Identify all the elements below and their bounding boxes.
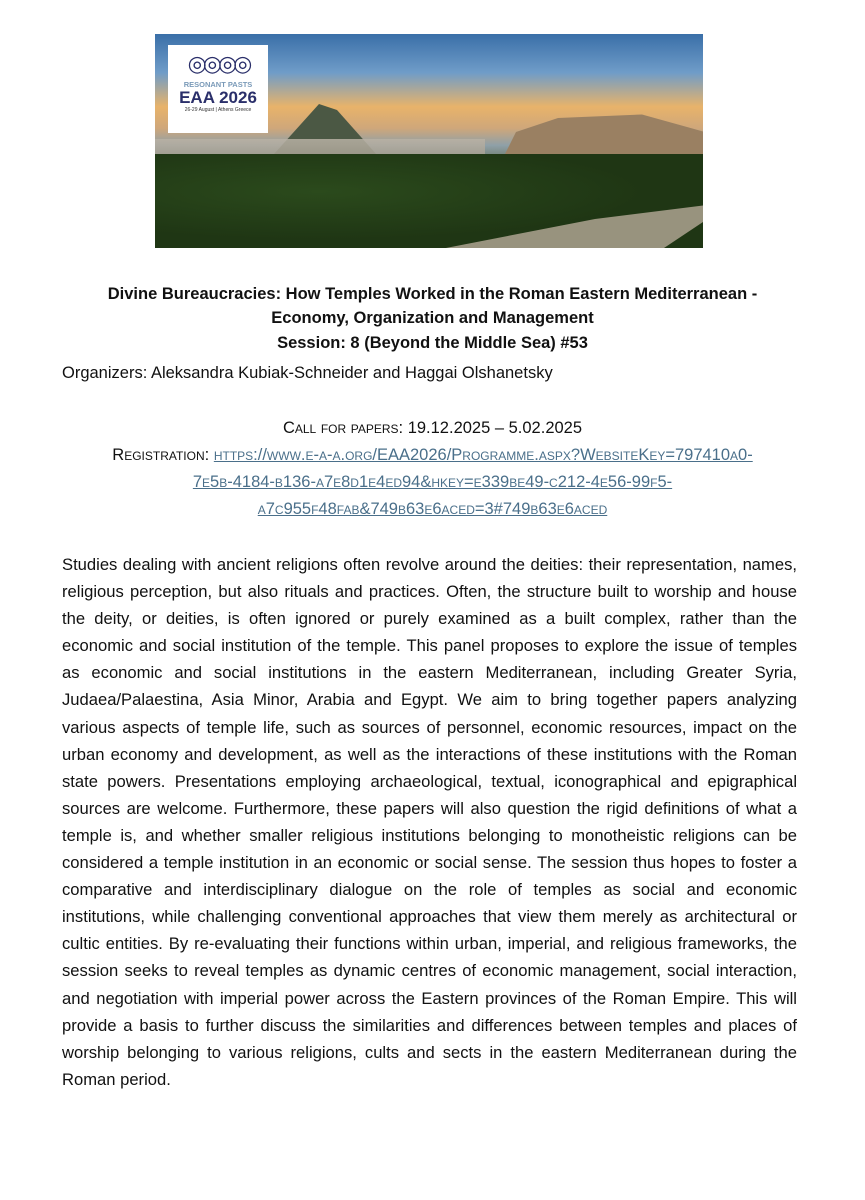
eaa-logo [168,45,268,133]
organizers: Organizers: Aleksandra Kubiak-Schneider and Haggai Olshanetsky [62,364,553,382]
title-line-1: Divine Bureaucracies: How Temples Worked in the Roman Eastern Mediterranean - [107,285,758,303]
registration-link-cont-1[interactable]: 7e5b-4184-b136-a7e8d1e4ed94&hkey=e339be49-c212-4e56-99f5- [192,473,673,491]
registration [0,442,865,523]
session-line: Session: 8 (Beyond the Middle Sea) #53 [277,334,588,352]
logo-subtitle: RESONANT PASTS [183,80,253,89]
registration-label: Registration: [112,446,214,464]
call-for-papers: Call for papers: 19.12.2025 – 5.02.2025 [282,419,583,437]
logo-dates: 26-29 August | Athens Greece [184,107,252,113]
rings-icon: ◎◎◎◎ [187,51,249,76]
abstract-paragraph: Studies dealing with ancient religions often revolve around the deities: their representation, names, religious perception, but also rituals and practices. Often, the structure built to worship and house the deity, or deities, is often ignored or purely examined as a built complex, rather than the economic and social institution of the temple. This panel proposes to explore the issue of temples as economic and social institutions in the eastern Mediterranean, including Greater Syria, Judaea/Palaestina, Asia Minor, Arabia and Egypt. We aim to bring together papers analyzing various aspects of temple life, such as sources of personnel, economic resources, impact on the urban economy and development, as well as the interactions of these institutions with the Roman state powers. Presentations employing archaeological, textual, iconographical and epigraphical sources are welcome. Furthermore, these papers will also question the rigid definitions of what a temple is, and whether smaller religious institutions belonging to monotheistic religions can be considered a temple institution in an economic or social sense. The session thus hopes to foster a comparative and interdisciplinary dialogue on the role of temples as social and economic institutions, while challenging conventional approaches that view them merely as architectural or cultic entities. By re-evaluating their functions within urban, imperial, and religious frameworks, the session seeks to reveal temples as dynamic centres of economic management, social interaction, and negotiation with imperial power across the Eastern provinces of the Roman Empire. This will provide a basis to further discuss the similarities and differences between temples and places of worship belonging to various religions, cults and sects in the eastern Mediterranean during the Roman period. [62,555,797,1089]
title-line-2: Economy, Organization and Management [271,309,594,327]
registration-link[interactable]: https://www.e-a-a.org/EAA2026/Programme.aspx?WebsiteKey=797410a0- [213,446,753,464]
banner-image [155,34,703,248]
logo-name: EAA 2026 [179,88,257,107]
registration-link-cont-2[interactable]: a7c955f48fab&749b63e6aced=3#749b63e6aced [257,500,608,518]
